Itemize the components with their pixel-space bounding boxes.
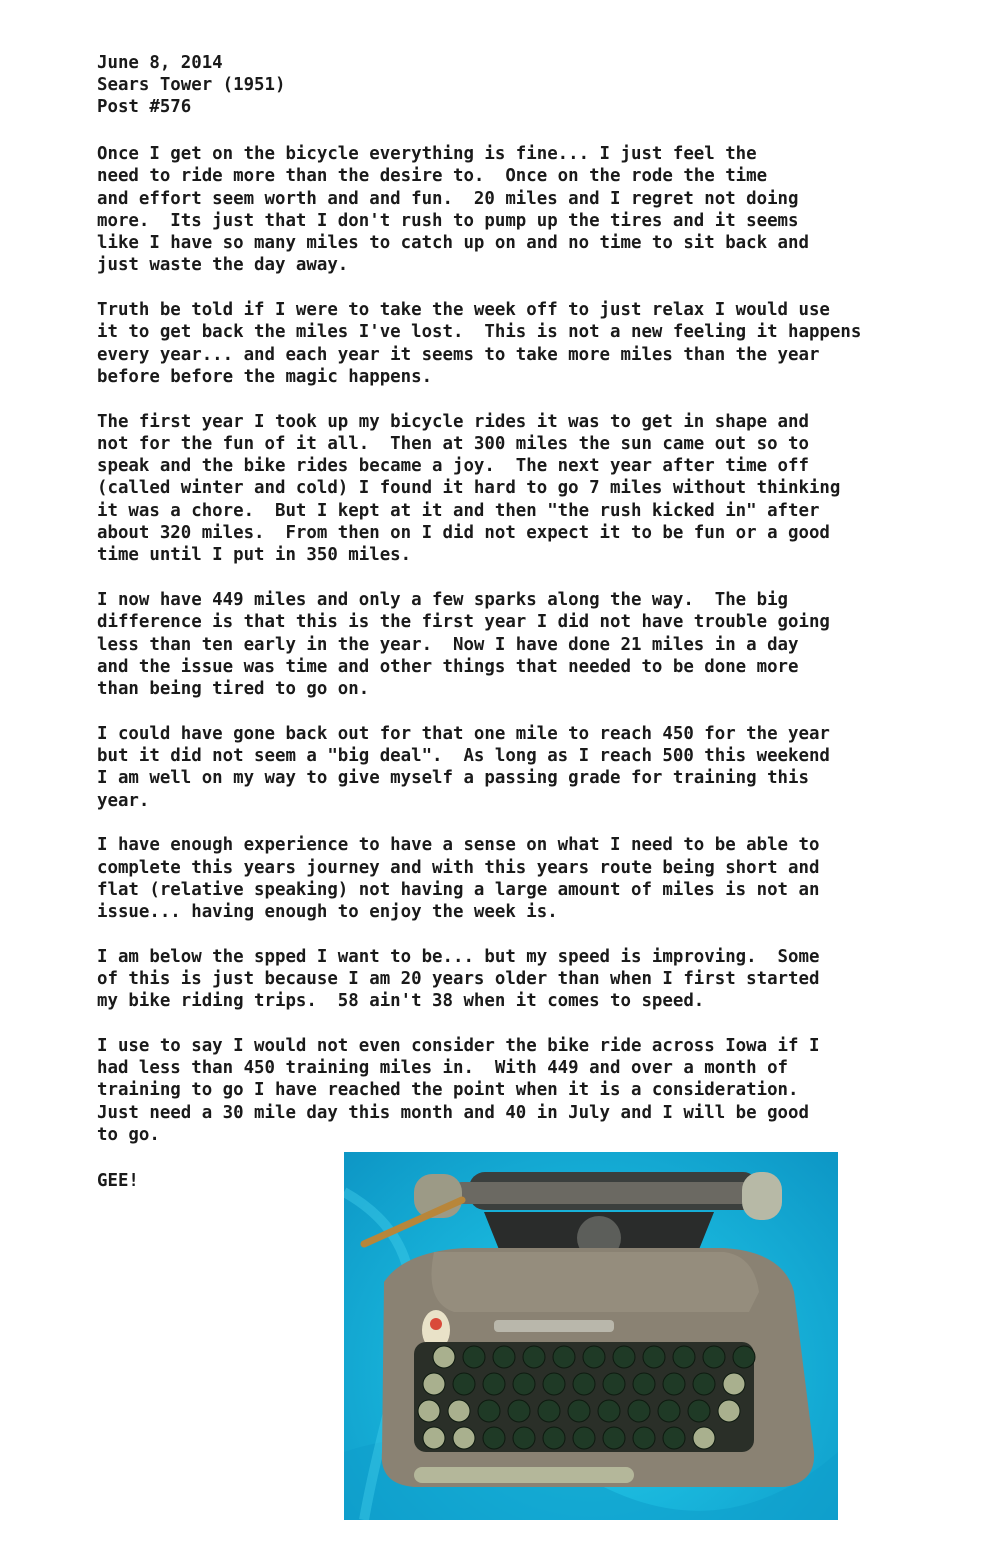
typewriter-key: [673, 1346, 695, 1368]
text-line: about 320 miles. From then on I did not expect it to be fun or a good: [97, 523, 830, 544]
typewriter-key: [573, 1427, 595, 1449]
text-line: it to get back the miles I've lost. This is not a new feeling it happens: [97, 322, 862, 343]
text-line: difference is that this is the first year I did not have trouble going: [97, 612, 830, 633]
paragraph: [97, 834, 861, 923]
text-line: I could have gone back out for that one mile to reach 450 for the year: [97, 723, 830, 744]
text-line: Just need a 30 mile day this month and 40 in July and I will be good: [97, 1102, 809, 1123]
paragraph: [97, 143, 861, 277]
typewriter-key: [508, 1400, 530, 1422]
text-line: I have enough experience to have a sense on what I need to be able to: [97, 835, 820, 856]
text-line: not for the fun of it all. Then at 300 miles the sun came out so to: [97, 433, 809, 454]
text-line: of this is just because I am 20 years older than when I first started: [97, 968, 820, 989]
typewriter-key: [513, 1427, 535, 1449]
text-line: every year... and each year it seems to take more miles than the year: [97, 344, 820, 365]
typewriter-key: [453, 1427, 475, 1449]
typewriter-key: [663, 1427, 685, 1449]
text-line: speak and the bike rides became a joy. The next year after time off: [97, 456, 809, 477]
typewriter-key: [733, 1346, 755, 1368]
typewriter-key: [603, 1373, 625, 1395]
typewriter-key: [568, 1400, 590, 1422]
typewriter-key: [583, 1346, 605, 1368]
typewriter-key: [613, 1346, 635, 1368]
text-line: more. Its just that I don't rush to pump up the tires and it seems: [97, 210, 799, 231]
text-line: just waste the day away.: [97, 255, 349, 276]
text-line: flat (relative speaking) not having a large amount of miles is not an: [97, 879, 820, 900]
text-line: less than ten early in the year. Now I have done 21 miles in a day: [97, 634, 799, 655]
typewriter-key: [523, 1346, 545, 1368]
text-line: like I have so many miles to catch up on and no time to sit back and: [97, 233, 809, 254]
typewriter-key: [718, 1400, 740, 1422]
typewriter-key: [433, 1346, 455, 1368]
typewriter-key: [693, 1427, 715, 1449]
typewriter-key: [483, 1373, 505, 1395]
typewriter-key: [538, 1400, 560, 1422]
typewriter-key: [423, 1427, 445, 1449]
text-line: (called winter and cold) I found it hard to go 7 miles without thinking: [97, 478, 841, 499]
typewriter-key: [463, 1346, 485, 1368]
paragraph: [97, 723, 861, 812]
typewriter-key: [633, 1427, 655, 1449]
text-line: before before the magic happens.: [97, 366, 433, 387]
text-line: it was a chore. But I kept at it and then "the rush kicked in" after: [97, 500, 820, 521]
space-bar: [414, 1467, 634, 1483]
typewriter-key: [553, 1346, 575, 1368]
text-line: my bike riding trips. 58 ain't 38 when it comes to speed.: [97, 991, 705, 1012]
typewriter-key: [693, 1373, 715, 1395]
typewriter-key: [543, 1427, 565, 1449]
letter-header: [97, 52, 285, 118]
text-line: issue... having enough to enjoy the week is.: [97, 902, 558, 923]
text-line: I now have 449 miles and only a few sparks along the way. The big: [97, 589, 789, 610]
platen-knob-right: [742, 1172, 782, 1220]
text-line: training to go I have reached the point when it is a consideration.: [97, 1080, 799, 1101]
typewriter-photo: [344, 1152, 838, 1520]
paragraph: [97, 1035, 861, 1146]
typewriter-key: [603, 1427, 625, 1449]
text-line: but it did not seem a "big deal". As long as I reach 500 this weekend: [97, 746, 830, 767]
paragraph: [97, 299, 861, 388]
typewriter-key: [628, 1400, 650, 1422]
typewriter-key: [513, 1373, 535, 1395]
typewriter-name: Sears Tower (1951): [97, 75, 286, 95]
text-line: complete this years journey and with this years route being short and: [97, 857, 820, 878]
text-line: and effort seem worth and and fun. 20 miles and I regret not doing: [97, 188, 799, 209]
paragraph: [97, 589, 861, 700]
typewriter-key: [688, 1400, 710, 1422]
text-line: I am below the spped I want to be... but my speed is improving. Some: [97, 946, 820, 967]
text-line: time until I put in 350 miles.: [97, 545, 412, 566]
typewriter-key: [483, 1427, 505, 1449]
post-number: Post #576: [97, 97, 192, 117]
text-line: and the issue was time and other things that needed to be done more: [97, 656, 799, 677]
typewriter-key: [423, 1373, 445, 1395]
typewriter-key: [643, 1346, 665, 1368]
text-line: The first year I took up my bicycle rides it was to get in shape and: [97, 411, 809, 432]
text-line: to go.: [97, 1125, 160, 1146]
paragraph: [97, 411, 861, 567]
typewriter-key: [723, 1373, 745, 1395]
text-line: than being tired to go on.: [97, 679, 370, 700]
typewriter-key: [658, 1400, 680, 1422]
typewriter-key: [478, 1400, 500, 1422]
text-line: had less than 450 training miles in. With 449 and over a month of: [97, 1058, 789, 1079]
text-line: Truth be told if I were to take the week off to just relax I would use: [97, 300, 830, 321]
signoff: GEE!: [97, 1171, 139, 1191]
typewriter-key: [453, 1373, 475, 1395]
brand-plate: [494, 1320, 614, 1332]
typewriter-illustration: [344, 1152, 838, 1520]
text-line: I use to say I would not even consider the bike ride across Iowa if I: [97, 1035, 820, 1056]
text-line: need to ride more than the desire to. Once on the rode the time: [97, 166, 768, 187]
letter-date: June 8, 2014: [97, 53, 223, 73]
typewriter-key: [573, 1373, 595, 1395]
typewriter-key: [703, 1346, 725, 1368]
text-line: year.: [97, 790, 150, 811]
typewriter-key: [448, 1400, 470, 1422]
typewriter-key: [418, 1400, 440, 1422]
typewriter-key: [633, 1373, 655, 1395]
letter-body: [97, 143, 861, 1169]
typewriter-key: [663, 1373, 685, 1395]
text-line: I am well on my way to give myself a passing grade for training this: [97, 768, 809, 789]
paragraph: [97, 946, 861, 1013]
typewriter-key: [543, 1373, 565, 1395]
typewriter-key: [493, 1346, 515, 1368]
typewriter-key: [598, 1400, 620, 1422]
text-line: Once I get on the bicycle everything is fine... I just feel the: [97, 144, 757, 164]
